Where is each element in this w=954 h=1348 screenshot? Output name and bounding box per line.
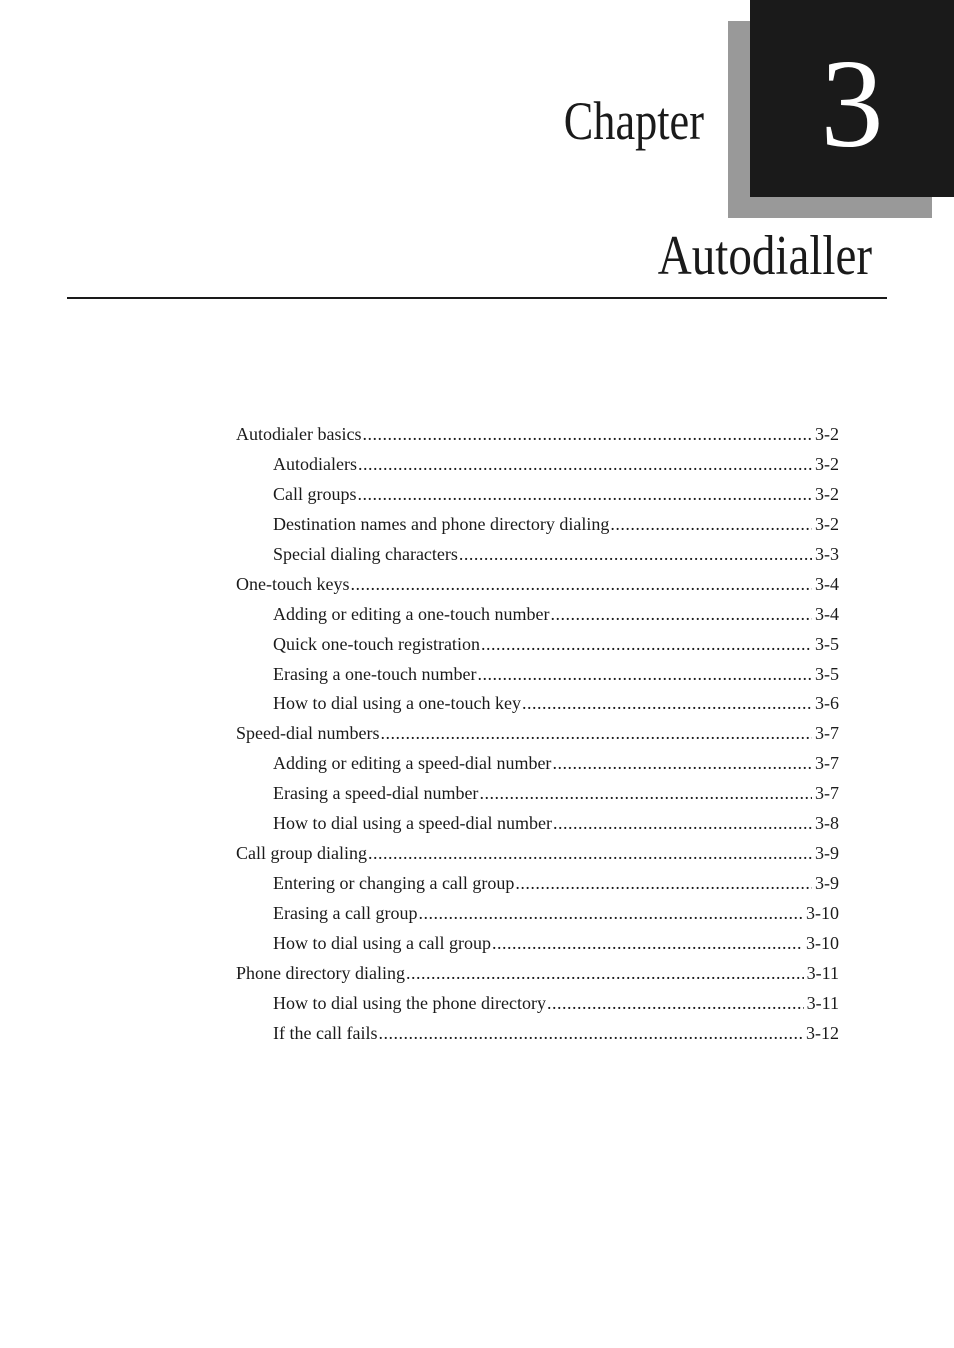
toc-entry[interactable] [236,749,839,779]
toc-dot-leader [459,540,812,570]
toc-entry-label: Destination names and phone directory dialing [273,510,609,540]
toc-entry-label: If the call fails [273,1019,377,1049]
table-of-contents [236,420,839,1049]
toc-entry-label: Quick one-touch registration [273,630,480,660]
toc-entry-page: 3-2 [815,453,839,474]
toc-entry-label: Adding or editing a one-touch number [273,600,549,630]
toc-entry-label: How to dial using the phone directory [273,989,546,1019]
toc-dot-leader [358,450,812,480]
toc-entry-label: Call group dialing [236,839,367,869]
toc-entry[interactable] [236,989,839,1019]
toc-entry-page: 3-11 [806,992,839,1013]
toc-dot-leader [362,420,812,450]
toc-entry-page: 3-4 [815,603,839,624]
toc-entry-page: 3-5 [815,663,839,684]
toc-entry-label: Special dialing characters [273,540,458,570]
toc-entry-page: 3-7 [815,783,839,804]
toc-entry-page: 3-2 [815,483,839,504]
toc-dot-leader [522,689,812,719]
toc-entry[interactable] [236,540,839,570]
toc-dot-leader [547,989,804,1019]
toc-dot-leader [406,959,804,989]
toc-entry-label: Autodialers [273,450,357,480]
toc-entry-label: Entering or changing a call group [273,869,514,899]
toc-dot-leader [418,899,803,929]
toc-entry-page: 3-9 [815,873,839,894]
toc-entry-page: 3-11 [806,962,839,983]
toc-entry-page: 3-7 [815,723,839,744]
toc-entry-page: 3-7 [815,753,839,774]
toc-entry-label: Call groups [273,480,357,510]
toc-entry[interactable] [236,450,839,480]
toc-entry[interactable] [236,779,839,809]
toc-entry[interactable] [236,660,839,690]
toc-entry[interactable] [236,899,839,929]
toc-entry-label: How to dial using a call group [273,929,491,959]
toc-entry[interactable] [236,809,839,839]
toc-dot-leader [479,779,812,809]
toc-entry-page: 3-4 [815,573,839,594]
toc-entry-label: Erasing a speed-dial number [273,779,478,809]
toc-dot-leader [481,630,812,660]
toc-entry-label: Speed-dial numbers [236,719,379,749]
toc-dot-leader [477,660,812,690]
chapter-title: Autodialler [657,225,872,287]
toc-entry-page: 3-12 [806,1022,839,1043]
chapter-label: Chapter [563,91,704,151]
toc-entry-page: 3-9 [815,843,839,864]
toc-entry-label: Autodialer basics [236,420,361,450]
toc-entry-label: Phone directory dialing [236,959,405,989]
toc-entry[interactable] [236,719,839,749]
toc-dot-leader [610,510,812,540]
toc-entry[interactable] [236,570,839,600]
toc-dot-leader [380,719,812,749]
toc-entry-page: 3-6 [815,693,839,714]
toc-entry-page: 3-5 [815,633,839,654]
toc-entry[interactable] [236,839,839,869]
toc-entry[interactable] [236,1019,839,1049]
toc-dot-leader [492,929,803,959]
toc-entry-label: Erasing a call group [273,899,417,929]
toc-entry[interactable] [236,929,839,959]
toc-dot-leader [552,749,812,779]
toc-dot-leader [350,570,812,600]
toc-dot-leader [368,839,812,869]
toc-entry-page: 3-10 [806,932,839,953]
toc-dot-leader [358,480,813,510]
toc-entry-page: 3-10 [806,903,839,923]
toc-dot-leader [553,809,812,839]
toc-entry[interactable] [236,510,839,540]
toc-entry[interactable] [236,600,839,630]
toc-entry[interactable] [236,480,839,510]
toc-entry-label: One-touch keys [236,570,349,600]
toc-entry-label: Adding or editing a speed-dial number [273,749,551,779]
toc-entry-page: 3-2 [815,424,839,444]
toc-entry-label: How to dial using a one-touch key [273,689,521,719]
toc-entry-page: 3-3 [815,543,839,564]
toc-dot-leader [550,600,812,630]
toc-entry-label: How to dial using a speed-dial number [273,809,552,839]
toc-entry[interactable] [236,630,839,660]
toc-entry-label: Erasing a one-touch number [273,660,476,690]
toc-entry[interactable] [236,420,839,450]
toc-dot-leader [515,869,812,899]
chapter-number: 3 [750,0,954,197]
toc-entry[interactable] [236,869,839,899]
toc-entry[interactable] [236,959,839,989]
toc-dot-leader [378,1019,803,1049]
title-divider [67,297,887,299]
chapter-header [0,0,954,230]
toc-entry[interactable] [236,689,839,719]
toc-entry-page: 3-8 [815,813,839,834]
toc-entry-page: 3-2 [815,513,839,534]
